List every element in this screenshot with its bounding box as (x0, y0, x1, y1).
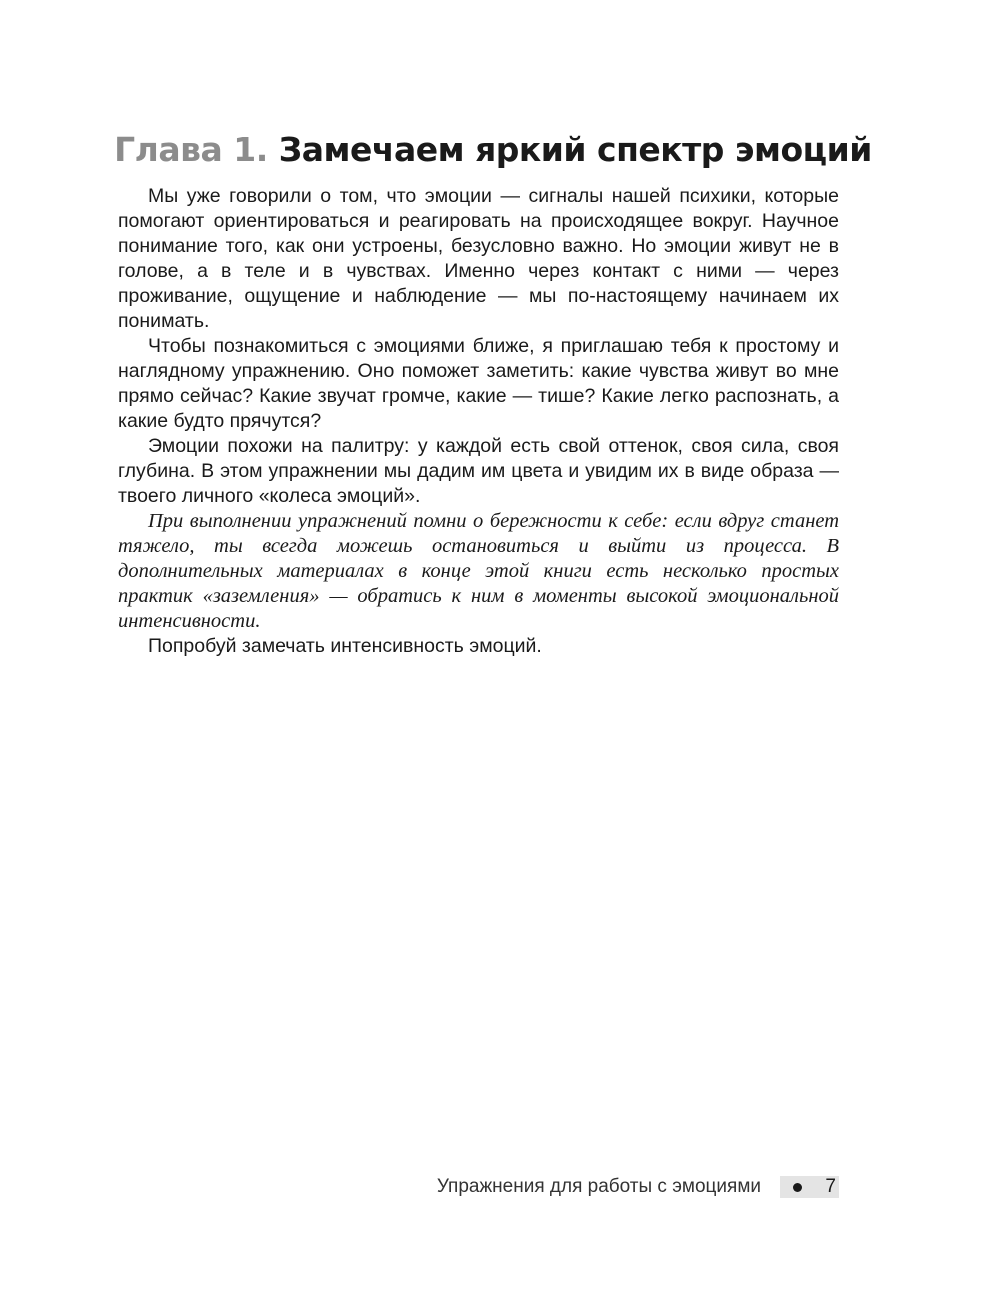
page-footer (0, 1174, 986, 1200)
chapter-number: Глава 1. (114, 130, 268, 169)
paragraph-3: Эмоции похожи на палитру: у каждой есть свой оттенок, своя сила, своя глубина. В этом упражнении мы дадим им цвета и увидим их в виде образа — твоего личного «колеса эмоций». (118, 435, 839, 507)
page-number: 7 (825, 1176, 836, 1197)
chapter-title: Замечаем яркий спектр эмоций (278, 130, 872, 169)
page-title (0, 126, 986, 174)
page-number-box (780, 1176, 839, 1198)
paragraph-2: Чтобы познакомиться с эмоциями ближе, я приглашаю тебя к простому и наглядному упражнению. Оно поможет заметить: какие чувства живут во мне прямо сейчас? Какие звучат громче, какие — тише? Какие легко распознать, а какие будто прячутся? (118, 335, 839, 432)
paragraph-4-italic-note: При выполнении упражнений помни о бережности к себе: если вдруг станет тяжело, ты всегда можешь остановиться и выйти из процесса. В дополнительных материалах в конце этой книги есть несколько простых практик «заземления» — обратись к ним в моменты высокой эмоциональной интенсивности. (118, 510, 839, 632)
paragraph-1: Мы уже говорили о том, что эмоции — сигналы нашей психики, которые помогают ориентироваться и реагировать на происходящее вокруг. Научное понимание того, как они устроены, безусловно важно. Но эмоции живут не в голове, а в теле и в чувствах. Именно через контакт с ними — через проживание, ощущение и наблюдение — мы по-настоящему начинаем их понимать. (118, 185, 839, 332)
bullet-icon (793, 1183, 802, 1192)
running-head: Упражнения для работы с эмоциями (436, 1176, 761, 1197)
body-text (118, 184, 839, 659)
paragraph-5: Попробуй замечать интенсивность эмоций. (148, 635, 542, 657)
